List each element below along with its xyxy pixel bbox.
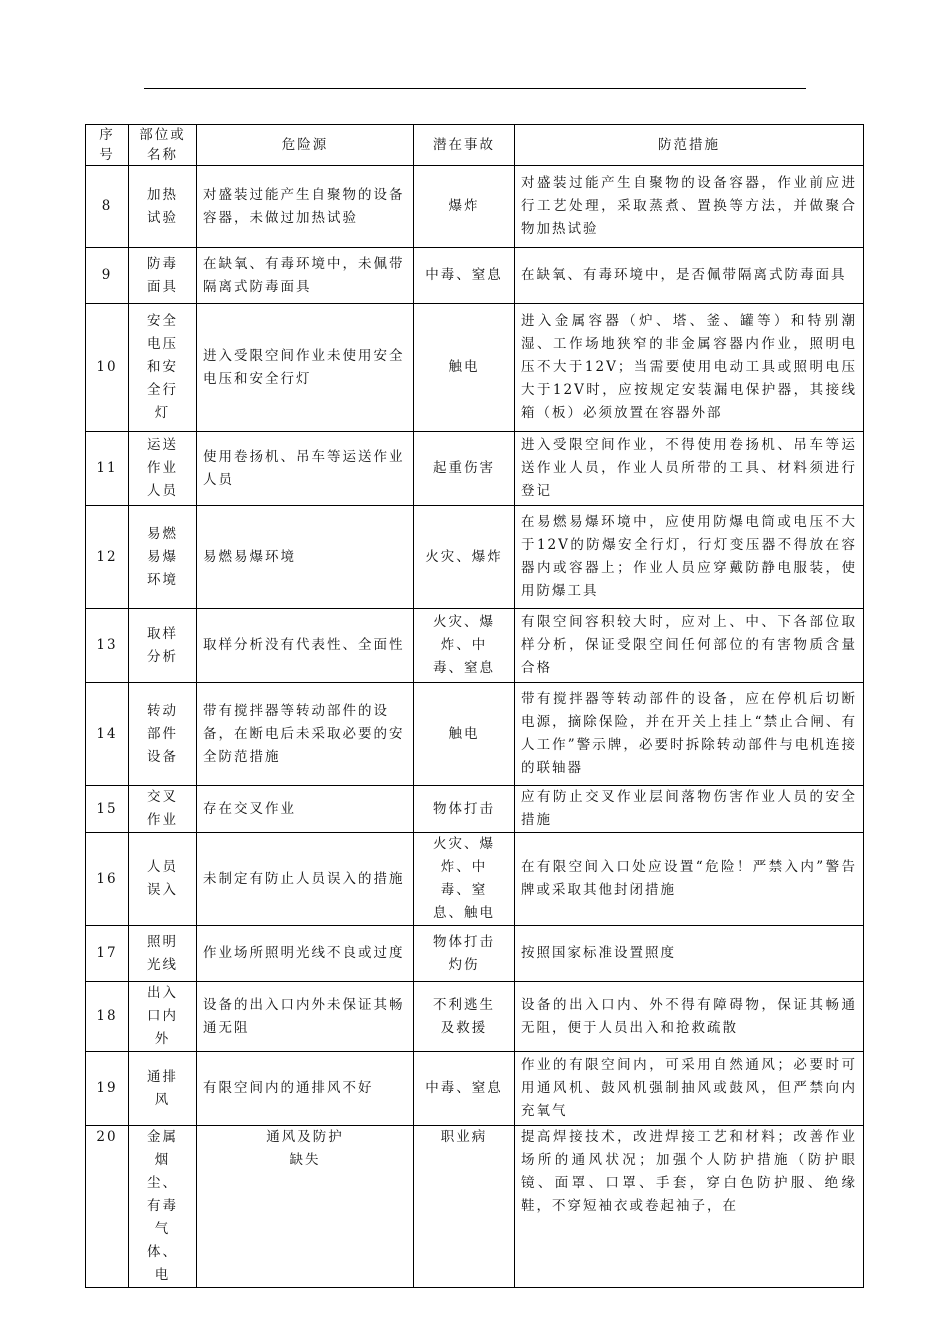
row-measures: 按照国家标准设置照度: [515, 926, 864, 982]
row-number: 10: [86, 304, 129, 432]
row-part: 人员误入: [129, 833, 197, 926]
row-measures: 进入金属容器（炉、塔、釜、罐等）和特别潮湿、工作场地狭窄的非金属容器内作业，照明电压不大于12V；当需要使用电动工具或照明电压大于12V时，应按规定安装漏电保护器，其接线箱（板）必须放置在容器外部: [515, 304, 864, 432]
row-number: 14: [86, 683, 129, 786]
row-measures: 应有防止交叉作业层间落物伤害作业人员的安全措施: [515, 786, 864, 833]
row-number: 20: [86, 1126, 129, 1288]
header-no: 序号: [86, 125, 129, 166]
row-hazard: 作业场所照明光线不良或过度: [197, 926, 414, 982]
row-hazard: 带有搅拌器等转动部件的设备，在断电后未采取必要的安全防范措施: [197, 683, 414, 786]
table-row: [86, 304, 864, 432]
table-row: [86, 786, 864, 833]
table-row: [86, 432, 864, 506]
row-accident: 火灾、爆炸、中毒、窒息、触电: [414, 833, 515, 926]
row-part: 通排风: [129, 1052, 197, 1126]
row-accident: 触电: [414, 683, 515, 786]
row-accident: 中毒、窒息: [414, 248, 515, 304]
header-rule: [144, 88, 806, 89]
row-measures: 有限空间容积较大时，应对上、中、下各部位取样分析，保证受限空间任何部位的有害物质含量合格: [515, 609, 864, 683]
table-row: [86, 506, 864, 609]
table-row: [86, 166, 864, 248]
row-accident: 物体打击灼伤: [414, 926, 515, 982]
row-number: 8: [86, 166, 129, 248]
row-part: 易燃易爆环境: [129, 506, 197, 609]
row-accident: 物体打击: [414, 786, 515, 833]
row-part: 照明光线: [129, 926, 197, 982]
row-hazard: 存在交叉作业: [197, 786, 414, 833]
row-part: 防毒面具: [129, 248, 197, 304]
row-hazard: 设备的出入口内外未保证其畅通无阻: [197, 982, 414, 1052]
row-part: 交叉作业: [129, 786, 197, 833]
table-row: [86, 833, 864, 926]
row-accident: 不利逃生及救援: [414, 982, 515, 1052]
row-part: 安全电压和安全行灯: [129, 304, 197, 432]
row-measures: 设备的出入口内、外不得有障碍物，保证其畅通无阻，便于人员出入和抢救疏散: [515, 982, 864, 1052]
table-row: [86, 683, 864, 786]
row-number: 18: [86, 982, 129, 1052]
row-part: 转动部件设备: [129, 683, 197, 786]
table-row: [86, 248, 864, 304]
row-measures: 进入受限空间作业，不得使用卷扬机、吊车等运送作业人员，作业人员所带的工具、材料须进行登记: [515, 432, 864, 506]
row-measures: 提高焊接技术，改进焊接工艺和材料；改善作业场所的通风状况；加强个人防护措施（防护眼镜、面罩、口罩、手套，穿白色防护服、绝缘鞋，不穿短袖衣或卷起袖子，在: [515, 1126, 864, 1288]
row-number: 12: [86, 506, 129, 609]
row-accident: 起重伤害: [414, 432, 515, 506]
row-hazard: 取样分析没有代表性、全面性: [197, 609, 414, 683]
row-hazard: 通风及防护缺失: [197, 1126, 414, 1288]
row-measures: 在有限空间入口处应设置“危险！严禁入内”警告牌或采取其他封闭措施: [515, 833, 864, 926]
row-accident: 火灾、爆炸、中毒、窒息: [414, 609, 515, 683]
row-hazard: 易燃易爆环境: [197, 506, 414, 609]
table-row: [86, 982, 864, 1052]
table-row: [86, 1126, 864, 1288]
row-number: 17: [86, 926, 129, 982]
row-number: 19: [86, 1052, 129, 1126]
row-accident: 触电: [414, 304, 515, 432]
row-hazard: 在缺氧、有毒环境中，未佩带隔离式防毒面具: [197, 248, 414, 304]
row-part: 出入口内外: [129, 982, 197, 1052]
row-accident: 火灾、爆炸: [414, 506, 515, 609]
row-number: 15: [86, 786, 129, 833]
row-part: 运送作业人员: [129, 432, 197, 506]
row-measures: 带有搅拌器等转动部件的设备，应在停机后切断电源，摘除保险，并在开关上挂上“禁止合闸、有人工作”警示牌，必要时拆除转动部件与电机连接的联轴器: [515, 683, 864, 786]
row-hazard: 有限空间内的通排风不好: [197, 1052, 414, 1126]
row-measures: 在缺氧、有毒环境中，是否佩带隔离式防毒面具: [515, 248, 864, 304]
row-accident: 爆炸: [414, 166, 515, 248]
row-measures: 作业的有限空间内，可采用自然通风；必要时可用通风机、鼓风机强制抽风或鼓风，但严禁向内充氧气: [515, 1052, 864, 1126]
row-measures: 在易燃易爆环境中，应使用防爆电筒或电压不大于12V的防爆安全行灯，行灯变压器不得放在容器内或容器上；作业人员应穿戴防静电服装，使用防爆工具: [515, 506, 864, 609]
row-number: 16: [86, 833, 129, 926]
table-row: [86, 1052, 864, 1126]
row-part: 加热试验: [129, 166, 197, 248]
row-number: 13: [86, 609, 129, 683]
row-accident: 中毒、窒息: [414, 1052, 515, 1126]
header-measures: 防范措施: [515, 125, 864, 166]
row-number: 11: [86, 432, 129, 506]
row-hazard: 进入受限空间作业未使用安全电压和安全行灯: [197, 304, 414, 432]
table-row: [86, 926, 864, 982]
row-part: 金属烟尘、有毒气体、电: [129, 1126, 197, 1288]
row-hazard: 使用卷扬机、吊车等运送作业人员: [197, 432, 414, 506]
table-header-row: [86, 125, 864, 166]
header-hazard: 危险源: [197, 125, 414, 166]
header-accident: 潜在事故: [414, 125, 515, 166]
row-accident: 职业病: [414, 1126, 515, 1288]
table-row: [86, 609, 864, 683]
row-measures: 对盛装过能产生自聚物的设备容器，作业前应进行工艺处理，采取蒸煮、置换等方法，并做聚合物加热试验: [515, 166, 864, 248]
row-hazard: 对盛装过能产生自聚物的设备容器，未做过加热试验: [197, 166, 414, 248]
row-number: 9: [86, 248, 129, 304]
row-hazard: 未制定有防止人员误入的措施: [197, 833, 414, 926]
header-part: 部位或名称: [129, 125, 197, 166]
row-part: 取样分析: [129, 609, 197, 683]
hazard-table: [85, 124, 864, 1288]
